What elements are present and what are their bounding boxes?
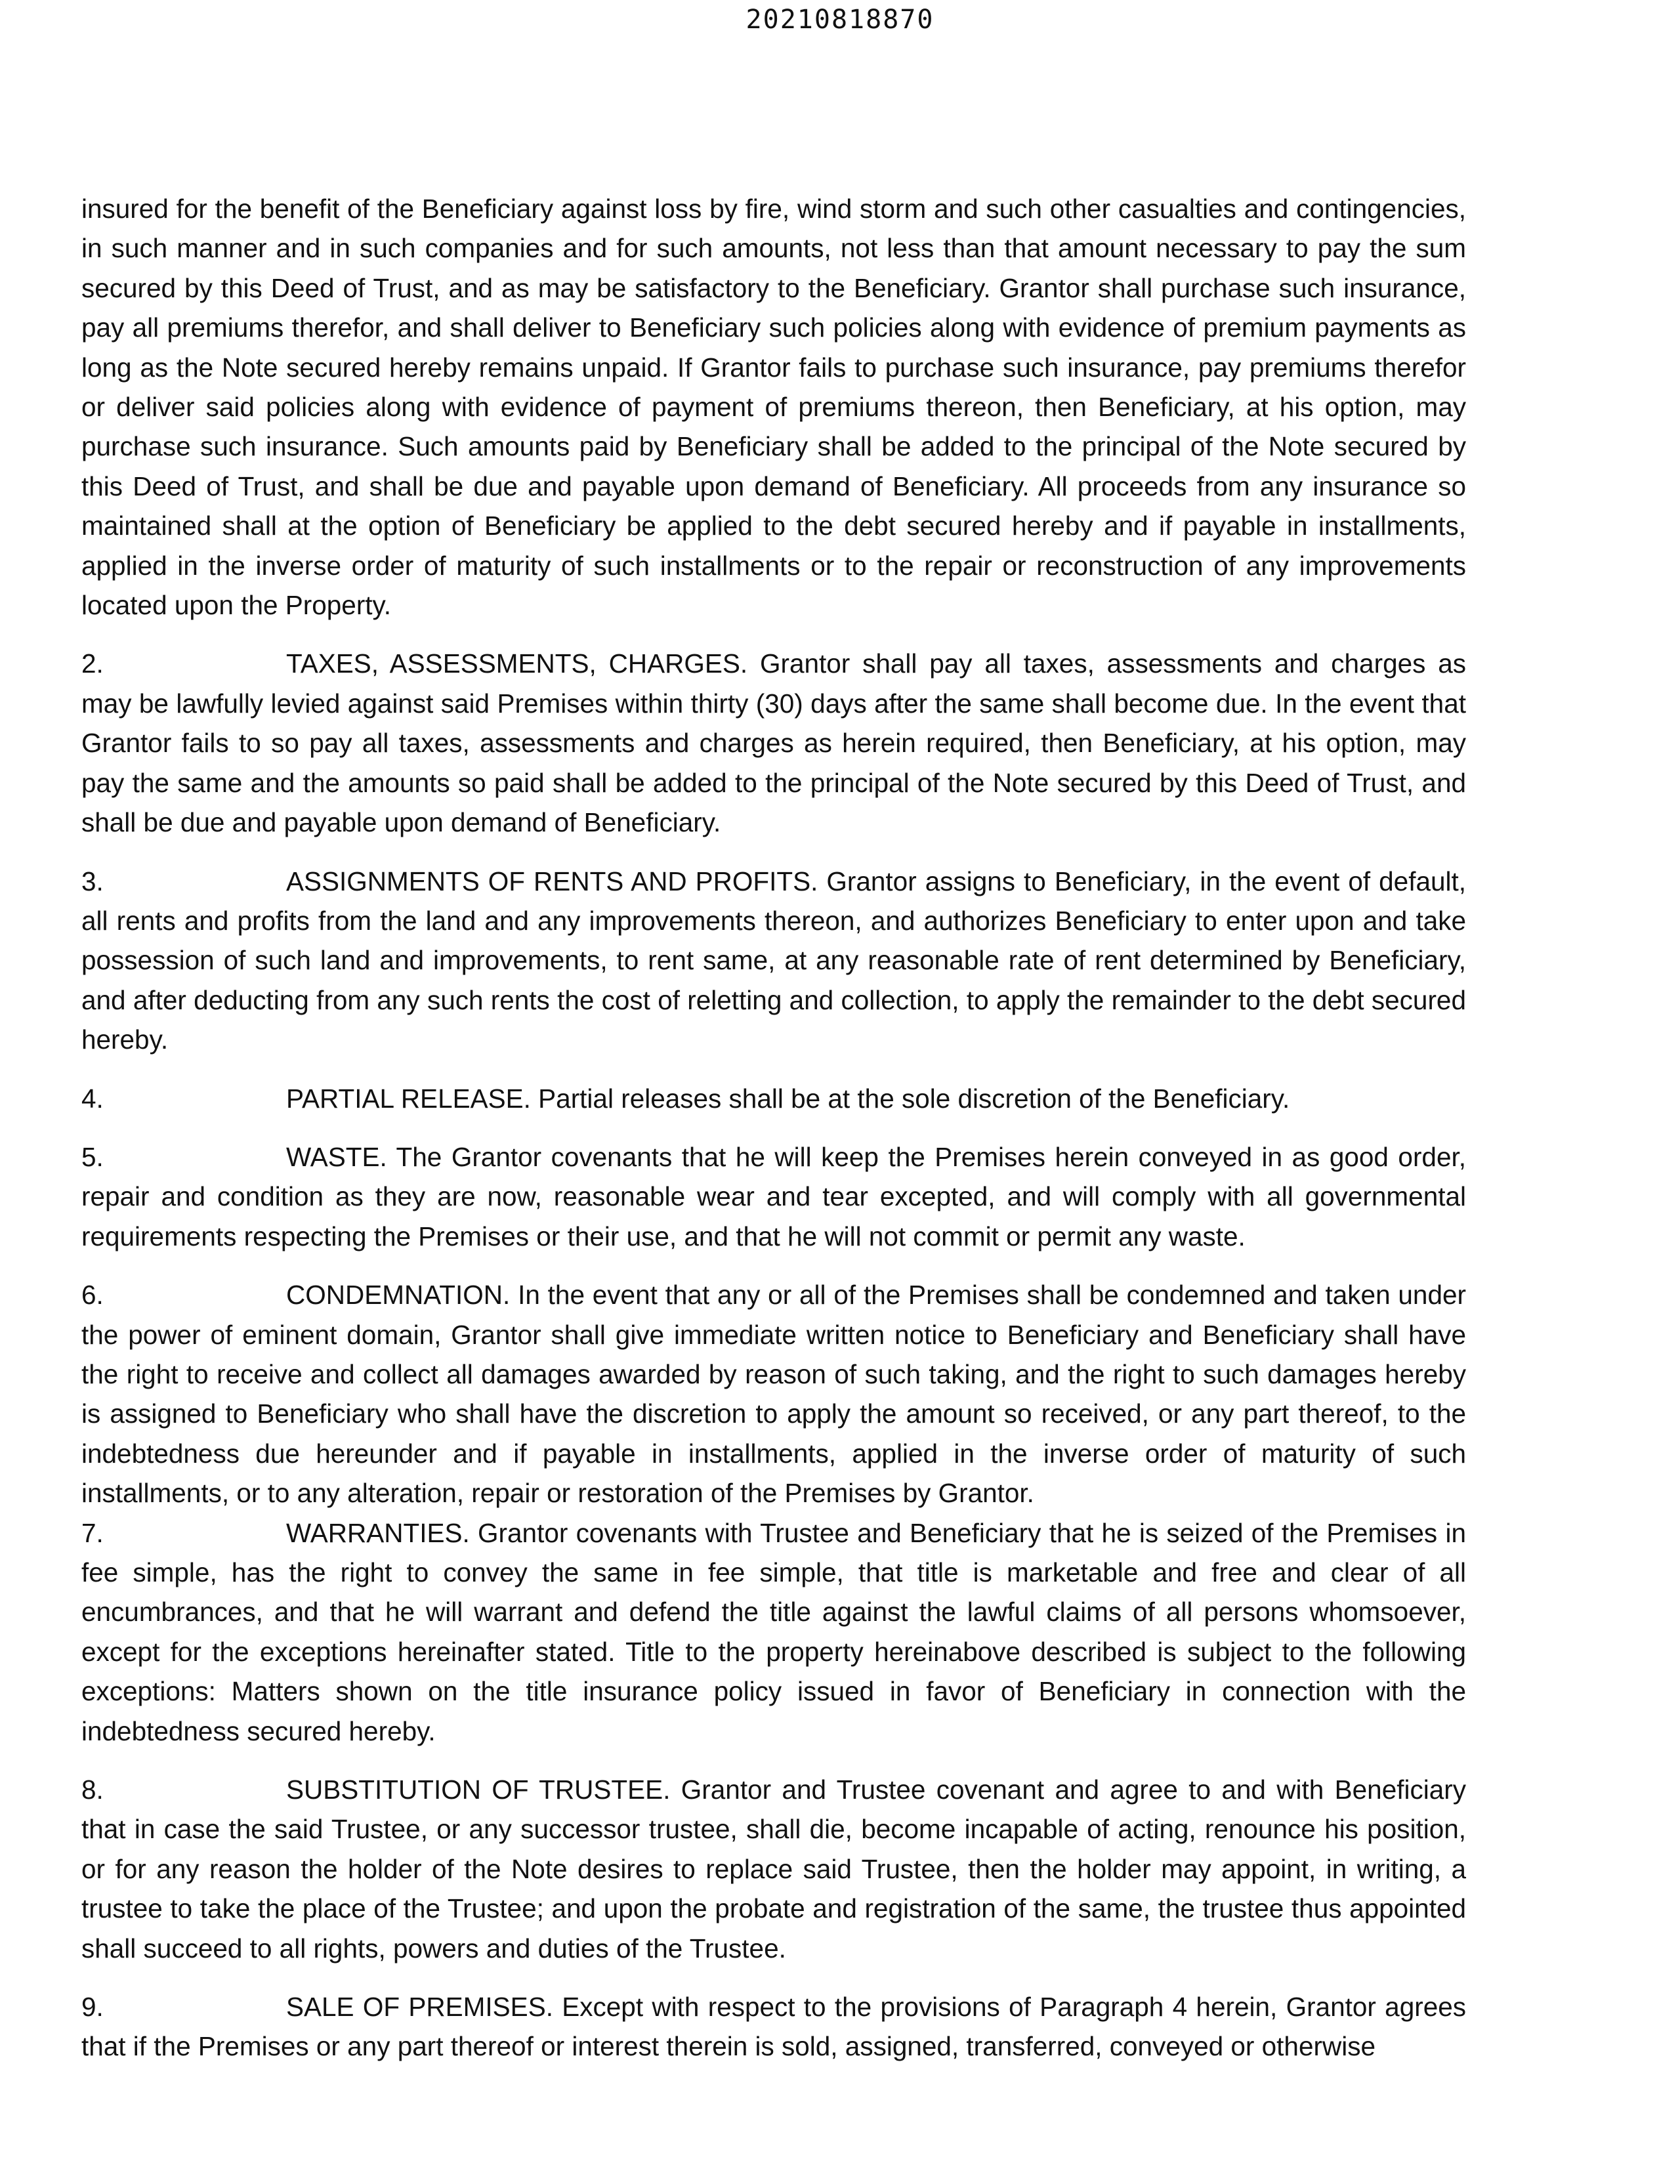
continuation-paragraph: insured for the benefit of the Beneficiary against loss by fire, wind storm and such other casualties and contingencies, in such manner and in such companies and for such amounts, not less than that amount necessary to pay the sum secured by this Deed of Trust, and as may be satisfactory to the Beneficiary. Grantor shall purchase such insurance, pay all premiums therefor, and shall deliver to Beneficiary such policies along with evidence of premium payments as long as the Note secured hereby remains unpaid. If Grantor fails to purchase such insurance, pay premiums therefor or deliver said policies along with evidence of payment of premiums thereon, then Beneficiary, at his option, may purchase such insurance. Such amounts paid by Beneficiary shall be added to the principal of the Note secured by this Deed of Trust, and shall be due and payable upon demand of Beneficiary. All proceeds from any insurance so maintained shall at the option of Beneficiary be applied to the debt secured hereby and if payable in installments, applied in the inverse order of maturity of such installments or to the repair or reconstruction of any improvements located upon the Property.: [81, 194, 1466, 621]
section-text: SALE OF PREMISES. Except with respect to the provisions of Paragraph 4 herein, Grantor agrees that if the Premises or any part thereof or interest therein is sold, assigned, transferred, conveyed or otherwise: [81, 1992, 1466, 2062]
section-2-taxes: [81, 644, 1466, 842]
section-3-assignments: [81, 862, 1466, 1060]
section-7-warranties: [81, 1513, 1466, 1751]
section-9-sale-of-premises: [81, 1987, 1466, 2067]
section-number: 9.: [81, 1992, 104, 2023]
section-number: 2.: [81, 648, 104, 679]
section-text: CONDEMNATION. In the event that any or all of the Premises shall be condemned and taken under the power of eminent domain, Grantor shall give immediate written notice to Beneficiary and Beneficiary shall have the right to receive and collect all damages awarded by reason of such taking, and the right to such damages hereby is assigned to Beneficiary who shall have the discretion to apply the amount so received, or any part thereof, to the indebtedness due hereunder and if payable in installments, applied in the inverse order of maturity of such installments, or to any alteration, repair or restoration of the Premises by Grantor.: [81, 1280, 1466, 1509]
section-number: 5.: [81, 1141, 104, 1172]
section-number: 4.: [81, 1083, 104, 1114]
section-number: 7.: [81, 1517, 104, 1548]
section-number: 6.: [81, 1280, 104, 1311]
section-4-partial-release: [81, 1079, 1466, 1118]
section-number: 3.: [81, 866, 104, 896]
document-body: [81, 189, 1466, 2067]
section-6-condemnation: [81, 1275, 1466, 1513]
section-text: TAXES, ASSESSMENTS, CHARGES. Grantor shall pay all taxes, assessments and charges as may be lawfully levied against said Premises within thirty (30) days after the same shall become due. In the event that Grantor fails to so pay all taxes, assessments and charges as herein required, then Beneficiary, at his option, may pay the same and the amounts so paid shall be added to the principal of the Note secured by this Deed of Trust, and shall be due and payable upon demand of Beneficiary.: [81, 648, 1466, 838]
section-text: WASTE. The Grantor covenants that he will keep the Premises herein conveyed in as good order, repair and condition as they are now, reasonable wear and tear excepted, and will comply with all governmental requirements respecting the Premises or their use, and that he will not commit or permit any waste.: [81, 1141, 1466, 1251]
section-text: WARRANTIES. Grantor covenants with Trustee and Beneficiary that he is seized of the Premises in fee simple, has the right to convey the same in fee simple, that title is marketable and free and clear of all encumbrances, and that he will warrant and defend the title against the lawful claims of all persons whomsoever, except for the exceptions hereinafter stated. Title to the property hereinabove described is subject to the following exceptions: Matters shown on the title insurance policy issued in favor of Beneficiary in connection with the indebtedness secured hereby.: [81, 1517, 1466, 1746]
section-8-substitution-of-trustee: [81, 1770, 1466, 1968]
section-text: PARTIAL RELEASE. Partial releases shall be at the sole discretion of the Beneficiary.: [286, 1083, 1290, 1114]
section-5-waste: [81, 1137, 1466, 1256]
section-number: 8.: [81, 1774, 104, 1805]
section-text: ASSIGNMENTS OF RENTS AND PROFITS. Grantor assigns to Beneficiary, in the event of default, all rents and profits from the land and any improvements thereon, and authorizes Beneficiary to enter upon and take possession of such land and improvements, to rent same, at any reasonable rate of rent determined by Beneficiary, and after deducting from any such rents the cost of reletting and collection, to apply the remainder to the debt secured hereby.: [81, 866, 1466, 1055]
section-text: SUBSTITUTION OF TRUSTEE. Grantor and Trustee covenant and agree to and with Beneficiary that in case the said Trustee, or any successor trustee, shall die, become incapable of acting, renounce his position, or for any reason the holder of the Note desires to replace said Trustee, then the holder may appoint, in writing, a trustee to take the place of the Trustee; and upon the probate and registration of the same, the trustee thus appointed shall succeed to all rights, powers and duties of the Trustee.: [81, 1774, 1466, 1964]
document-number: 20210818870: [746, 5, 934, 35]
